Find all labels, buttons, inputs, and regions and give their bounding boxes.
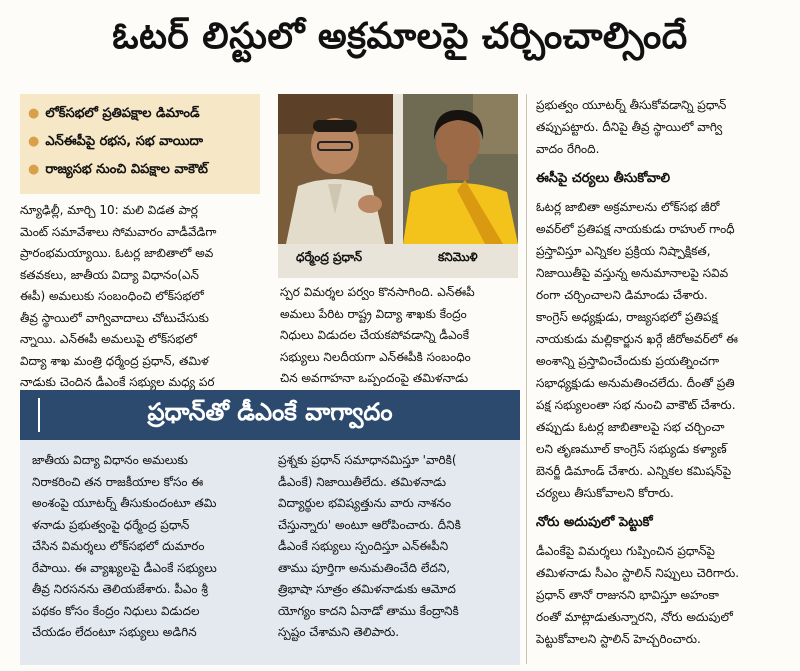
text-line: చర్యలు తీసుకోవాలని కోరారు. xyxy=(536,486,674,500)
text-line: తప్పుడు ఓటర్ల జాబితాలపై సభ చర్చించా xyxy=(536,420,725,434)
text-line: ప్రశ్నకు ప్రధాన్ సమాధానమిస్తూ 'వారికి( xyxy=(278,453,457,467)
text-line: ప్రభుత్వం యూటర్న్ తీసుకోవడాన్ని ప్రధాన్ xyxy=(536,98,727,112)
text-line: ప్రధాన్ తానో రాజునని భావిస్తూ అహంకా xyxy=(536,588,719,602)
text-line: యోగ్యం కాదని ఏనాడో తాము కేంద్రానికి xyxy=(278,603,459,618)
text-line: పెట్టుకోవాలని స్టాలిన్ హెచ్చరించారు. xyxy=(536,632,701,646)
box-column-right xyxy=(278,450,513,644)
text-line: జాతీయ విద్యా విధానం అమలుకు xyxy=(32,453,188,467)
highlights-box xyxy=(20,94,260,194)
text-line: పథకం కోసం కేంద్రం నిధులు విడుదల xyxy=(32,603,200,618)
column-divider xyxy=(526,94,527,664)
text-line: ఓటర్ల జాబితా అక్రమాలను లోక్‌సభ జీరో xyxy=(536,200,720,214)
text-line: నిజాయితీపై వస్తున్న అనుమానాలపై సవివ xyxy=(536,266,729,280)
text-line: అమలు పేరిట రాష్ట్ర విద్యా శాఖకు కేంద్రం xyxy=(280,306,467,321)
text-line: డీఎంకే) నిజాయితీలేదు. తమిళనాడు xyxy=(278,474,447,489)
text-line: చేస్తున్నారు' అంటూ ఆరోపించారు. దీనికి xyxy=(278,517,461,532)
highlight-item xyxy=(28,128,252,156)
text-line: అవర్‌లో ప్రతిపక్ష నాయకుడు రాహుల్ గాంధీ xyxy=(536,222,735,236)
text-line: ప్రస్తావిస్తూ ఎన్నికల ప్రక్రియ నిష్పాక్షికత, xyxy=(536,244,711,258)
text-line: రంతో మాట్లాడుతున్నారని, నోరు అదుపులో xyxy=(536,610,733,624)
photo-caption: కనిమొళి xyxy=(438,250,478,264)
sidebar-story-title: ప్రధాన్‌తో డీఎంకే వాగ్వాదం xyxy=(147,398,393,426)
text-line: నిధులు విడుదల చేయకపోవడాన్ని డీఎంకే xyxy=(280,328,470,342)
text-line: విద్యార్థుల భవిష్యత్తును వారు నాశనం xyxy=(278,496,452,510)
text-line: డీఎంకేపై విమర్శలు గుప్పించిన ప్రధాన్‌పై xyxy=(536,544,715,558)
highlight-item xyxy=(28,156,252,184)
text-line: విద్యా శాఖ మంత్రి ధర్మేంద్ర ప్రధాన్, తమిళ xyxy=(20,353,209,368)
text-line: నాడుకు చెందిన డీఎంకే సభ్యుల మధ్య పర xyxy=(20,375,215,389)
article-column-1 xyxy=(20,200,275,394)
highlight-item xyxy=(28,100,252,128)
text-line: న్నాయి. ఎన్ఈపీ అమలుపై లోక్‌సభలో xyxy=(20,332,197,346)
article-column-3 xyxy=(536,94,791,650)
text-line: త్రిభాషా సూత్రం తమిళనాడుకు ఆమోద xyxy=(278,582,456,596)
highlight-text: ఎన్‌ఈపీపై రభస, సభ వాయిదా xyxy=(45,134,203,149)
photo-caption: ధర్మేంద్ర ప్రధాన్ xyxy=(296,250,362,264)
text-line: వాదం రేగింది. xyxy=(536,142,600,156)
photo-block xyxy=(278,94,518,278)
text-line: చేయడం లేదంటూ సభ్యులు అడిగిన xyxy=(32,625,197,639)
text-line: సభాధ్యక్షుడు అనుమతించలేదు. దీంతో ప్రతి xyxy=(536,376,735,390)
text-line: తాము పూర్తిగా అనుమతించేది లేదని, xyxy=(278,560,451,575)
text-line: ప్రారంభమయ్యాయి. ఓటర్ల జాబితాలో అవ xyxy=(20,246,214,260)
text-line: స్పర విమర్శల పర్వం కొనసాగింది. ఎన్ఈపీ xyxy=(280,285,475,299)
text-line: నిరాకరించి తన రాజకీయాల కోసం ఈ xyxy=(32,474,204,489)
bullet-icon: ● xyxy=(28,134,40,149)
banner-accent xyxy=(38,398,40,432)
text-line: ళనాడు ప్రభుత్వంపై ధర్మేంద్ర ప్రధాన్ xyxy=(32,517,190,532)
text-line: అంశంపై యూటర్న్ తీసుకుందంటూ తమి xyxy=(32,496,217,510)
text-line: కతవకలు, జాతీయ విద్యా విధానం(ఎన్ xyxy=(20,267,199,282)
text-line: అంశాన్ని ప్రస్తావించేందుకు ప్రయత్నించగా xyxy=(536,354,720,368)
text-line: డీఎంకే సభ్యులు స్పందిస్తూ ఎన్ఈపీని xyxy=(278,539,449,553)
text-line: సభ్యులు నిలదీయగా ఎన్ఈపీకి సంబంధిం xyxy=(280,349,471,364)
text-line: తీవ్ర స్థాయిలో వాగ్వివాదాలు చోటుచేసుకు xyxy=(20,310,209,325)
text-line: నాయకుడు మల్లికార్జున ఖర్గే జీరోఅవర్‌లో ఈ xyxy=(536,332,738,346)
highlight-text: లోక్‌సభలో ప్రతిపక్షాల డిమాండ్ xyxy=(45,106,200,121)
highlight-text: రాజ్యసభ నుంచి విపక్షాల వాకౌట్ xyxy=(45,162,208,177)
subheading-ec-action: ఈసీపై చర్యలు తీసుకోవాలి xyxy=(536,171,671,186)
photo-pradhan xyxy=(278,94,393,244)
sidebar-story-banner xyxy=(20,390,520,440)
photo-kanimozhi xyxy=(403,94,518,244)
text-line: రేపాయి. ఈ వ్యాఖ్యలపై డీఎంకే సభ్యులు xyxy=(32,560,217,575)
bullet-icon: ● xyxy=(28,106,40,121)
text-line: తీవ్ర నిరసనను తెలియజేశారు. పీఎం శ్రీ xyxy=(32,582,208,596)
text-line: కాంగ్రెస్ అధ్యక్షుడు, రాజ్యసభలో ప్రతిపక్ష xyxy=(536,310,718,324)
text-line: బెనర్జీ డిమాండ్ చేశారు. ఎన్నికల కమిషన్‌పై xyxy=(536,464,732,478)
text-line: న్యూఢిల్లీ, మార్చి 10: మలి విడత పార్ల xyxy=(20,203,198,217)
text-line: పక్ష సభ్యులంతా సభ నుంచి వాకౌట్ చేశారు. xyxy=(536,398,736,412)
text-line: రంగా చర్చించాలని డిమాండు చేశారు. xyxy=(536,288,708,302)
text-line: తప్పుపట్టారు. దీనిపై తీవ్ర స్థాయిలో వాగ్వి xyxy=(536,120,723,134)
headline: ఓటర్ లిస్టులో అక్రమాలపై చర్చించాల్సిందే xyxy=(112,16,688,57)
article-column-2 xyxy=(280,282,520,390)
text-line: ఈపీ) అమలుకు సంబంధించి లోక్‌సభలో xyxy=(20,289,204,303)
text-line: తమిళనాడు సీఎం స్టాలిన్ నిప్పులు చెరిగారు. xyxy=(536,566,740,580)
bullet-icon: ● xyxy=(28,162,40,177)
text-line: చేసిన విమర్శలు లోక్‌సభలో దుమారం xyxy=(32,539,205,553)
text-line: మెంట్ సమావేశాలు సోమవారం వాడీవేడిగా xyxy=(20,224,217,239)
sidebar-story-box xyxy=(20,390,520,665)
text-line: స్పష్టం చేశామని తెలిపారు. xyxy=(278,625,400,639)
box-column-left xyxy=(32,450,267,644)
text-line: లని తృణమూల్ కాంగ్రెస్ సభ్యుడు కళ్యాణ్ xyxy=(536,442,727,456)
text-line: చిన అవగాహనా ఒప్పందంపై తమిళనాడు xyxy=(280,371,469,385)
subheading-control-tongue: నోరు అదుపులో పెట్టుకో xyxy=(536,515,653,530)
